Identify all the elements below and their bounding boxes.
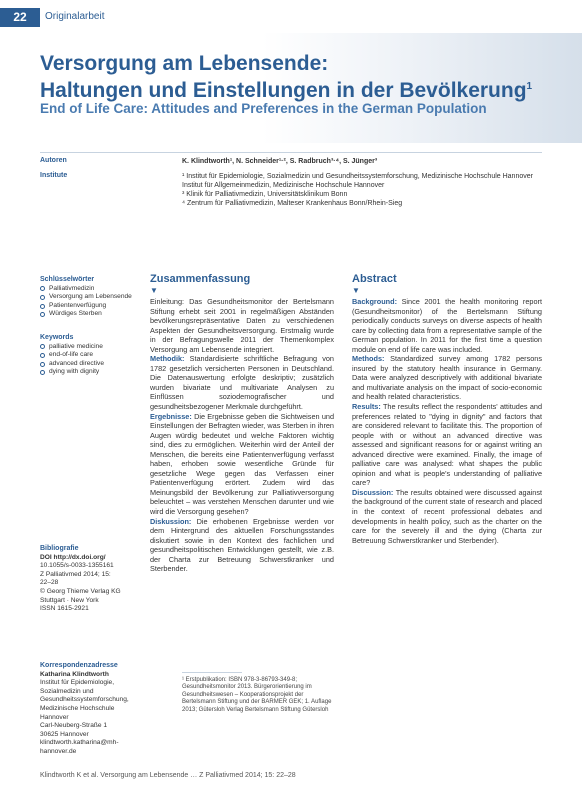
abstract-de-body [150, 297, 334, 574]
page-number: 22 [0, 8, 40, 27]
bib-line: Stuttgart · New York [40, 596, 99, 604]
keyword-item [40, 310, 162, 319]
article-title-de [40, 52, 532, 102]
bullet-icon [40, 295, 45, 300]
bullet-icon [40, 353, 45, 358]
footnote-divider [182, 672, 242, 673]
bib-line: ISSN 1615-2921 [40, 605, 89, 613]
bibliography-label: Bibliografie [40, 545, 79, 552]
abstract-de-intro: Einleitung: Das Gesundheitsmonitor der Bertelsmann Stiftung erhebt seit 2001 in regelmäßigen Abständen bevölkerungsrepräsentative Daten zu verschiedenen Aspekten der Gesundheitsversorgung. Erstmalig wurde in der Befragungswelle 2011 der Themenkomplex Versorgung am Lebensende integriert. [150, 297, 334, 354]
results-text: Die Ergebnisse geben die Sichtweisen und Einstellungen der Befragten wieder, was Sterben in ihren Augen würdig bedeutet und welche Faktoren wichtig sind, dies zu ermöglichen. Weiterhin wird der Anteil der Menschen, die bereits eine Patientenverfügung verfasst haben, erhoben sowie wesentliche Gründe für gesetzliche Wege gegen das Verfassen einer Patientenverfügung erörtert. Zudem wird das Meinungsbild der Bevölkerung zur Palliativversorgung beleuchtet – was verstehen Menschen darunter und wie wird die Versorgung gesehen? [150, 411, 335, 517]
bib-line: DOI http://dx.doi.org/ [40, 553, 106, 561]
discussion-label: Discussion: [352, 487, 394, 497]
title-line-2 [40, 75, 532, 102]
keywords-de-block [40, 276, 162, 319]
abstract-en-background [352, 297, 542, 354]
abstract-de-heading: Zusammenfassung [150, 273, 251, 285]
results-label: Results: [352, 402, 381, 412]
keyword-text: advanced directive [49, 359, 104, 367]
methods-text: Standardized survey among 1782 persons insured by the statutory health insurance in Germany. Data were analyzed descriptively with additional bivariate and multivariate analysis on the impact of socio-economic and health related characteristics. [352, 354, 542, 402]
address-line: Medizinische Hochschule [40, 704, 115, 712]
methods-label: Methodik: [150, 354, 185, 364]
address-line: 30625 Hannover [40, 730, 89, 738]
bibliography-block [40, 545, 162, 614]
email-line: klindtworth.katharina@mh- [40, 739, 119, 747]
arrow-down-icon: ▼ [352, 286, 360, 295]
bullet-icon [40, 286, 45, 291]
abstract-de-methods [150, 354, 334, 411]
bib-line: 22–28 [40, 579, 59, 587]
abstract-en-body [352, 297, 542, 545]
results-text: The results reflect the respondents' attitudes and preferences related to "dying in dignity" and factors that are considered relevant to facilitate this. The proportion of people with or without an advanced directive was assessed and significant reasons for or against writing an advanced directive were examined. Finally, the image of palliative care was analysed: what shapes the public opinion and what is people's understanding of palliative care? [352, 402, 542, 488]
email-line: hannover.de [40, 747, 77, 755]
institute-line: ³ Klinik für Palliativmedizin, Universitätsklinikum Bonn [182, 191, 348, 198]
institutes-label: Institute [40, 172, 68, 179]
article-title-en: End of Life Care: Attitudes and Preferences in the German Population [40, 101, 487, 116]
bib-line: 10.1055/s-0033-1355161 [40, 562, 114, 570]
authors: K. Klindtworth¹, N. Schneider¹·², S. Radbruch³·⁴, S. Jünger³ [182, 158, 378, 165]
institute-line: Institut für Allgemeinmedizin, Medizinische Hochschule Hannover [182, 182, 385, 189]
bullet-icon [40, 304, 45, 309]
background-label: Background: [352, 297, 397, 306]
bullet-icon [40, 362, 45, 367]
authors-label: Autoren [40, 157, 67, 164]
abstract-en-heading: Abstract [352, 273, 397, 285]
title-footnote-mark: 1 [526, 81, 533, 92]
keyword-item [40, 285, 162, 294]
correspondence-name: Katharina Klindtworth [40, 670, 109, 678]
bullet-icon [40, 344, 45, 349]
section-label: Originalarbeit [45, 11, 105, 22]
keyword-item [40, 293, 162, 302]
title-line-1: Versorgung am Lebensende: [40, 52, 329, 75]
address-line: Carl-Neuberg-Straße 1 [40, 722, 108, 730]
keywords-en-label: Keywords [40, 334, 74, 341]
footnote: ¹ Erstpublikation: ISBN 978-3-86793-349-8; Gesundheitsmonitor 2013. Bürgerorientierung im Gesundheitswesen – Kooperationsprojekt der Bertelsmann Stiftung und der BARMER GEK; 1. Auflage 2013; Gütersloh Verlag Bertelsmann Stiftung Gütersloh [182, 677, 332, 713]
keyword-text: Palliativmedizin [49, 284, 95, 292]
keyword-text: Würdiges Sterben [49, 310, 102, 318]
keyword-item [40, 343, 162, 352]
keyword-text: palliative medicine [49, 342, 103, 350]
results-label: Ergebnisse: [150, 411, 192, 421]
abstract-de-results [150, 412, 334, 517]
methods-text: Standardisierte schriftliche Befragung von 1782 gesetzlich versicherten Personen in Deutschland. Die Datenauswertung erfolgte deskriptiv; zusätzlich wurden bivariate und multivariate Analysen zu Einflüssen soziodemografischer und gesundheitsbezogener Merkmale durchgeführt. [150, 354, 334, 412]
discussion-label: Diskussion: [150, 516, 192, 526]
address-line: Gesundheitssystemforschung, [40, 696, 129, 704]
abstract-de-discussion [150, 517, 334, 574]
bullet-icon [40, 312, 45, 317]
keyword-text: dying with dignity [49, 368, 100, 376]
keyword-item [40, 368, 162, 377]
bib-line: Z Palliativmed 2014; 15: [40, 570, 111, 578]
arrow-down-icon: ▼ [150, 286, 158, 295]
address-line: Institut für Epidemiologie, [40, 679, 115, 687]
keyword-item [40, 351, 162, 360]
keyword-text: Patientenverfügung [49, 301, 107, 309]
abstract-en-discussion [352, 488, 542, 545]
keyword-item [40, 360, 162, 369]
keyword-item [40, 302, 162, 311]
background-text: Since 2001 the health monitoring report (Gesundheitsmonitor) of the Bertelsmann Stiftung periodically conducts surveys on diverse aspects of health care by collecting data from a representative sample of the German population. In 2011 for the first time a question module on end of life care was included. [352, 297, 542, 354]
abstract-en-results [352, 402, 542, 488]
discussion-text: Die erhobenen Ergebnisse werden vor dem Hintergrund des aktuellen Forschungsstandes diskutiert sowie in den Kontext des fachlichen und gesundheitspolitischen Entwicklungen gestellt, wie z.B. der Charta zur Betreuung Schwerstkranker und Sterbender. [150, 516, 334, 574]
keyword-text: Versorgung am Lebensende [49, 293, 132, 301]
correspondence-block [40, 662, 162, 757]
keywords-de-label: Schlüsselwörter [40, 276, 95, 283]
methods-label: Methods: [352, 354, 385, 364]
institutes-list [182, 172, 542, 208]
institute-line: ¹ Institut für Epidemiologie, Sozialmedizin und Gesundheitssystemforschung, Medizinische Hochschule Hannover [182, 173, 533, 180]
bullet-icon [40, 370, 45, 375]
address-line: Sozialmedizin und [40, 687, 94, 695]
title-line-2-text: Haltungen und Einstellungen in der Bevölkerung [40, 79, 527, 102]
keyword-text: end-of-life care [49, 351, 93, 359]
discussion-text: The results obtained were discussed against the background of the current state of research and placed in the context of recent professional debates and developments in health policy, such as the charter on the care for the severely ill and the dying (Charta zur Betreuung Schwerstkranker und Sterbender). [352, 487, 542, 545]
abstract-en-methods [352, 354, 542, 402]
institute-line: ⁴ Zentrum für Palliativmedizin, Malteser Krankenhaus Bonn/Rhein-Sieg [182, 200, 403, 207]
keywords-en-block [40, 334, 162, 377]
divider [40, 152, 542, 153]
address-line: Hannover [40, 713, 69, 721]
bib-line: © Georg Thieme Verlag KG [40, 587, 121, 595]
correspondence-label: Korrespondenzadresse [40, 662, 118, 669]
page-footer: Klindtworth K et al. Versorgung am Lebensende … Z Palliativmed 2014; 15: 22–28 [40, 772, 296, 779]
